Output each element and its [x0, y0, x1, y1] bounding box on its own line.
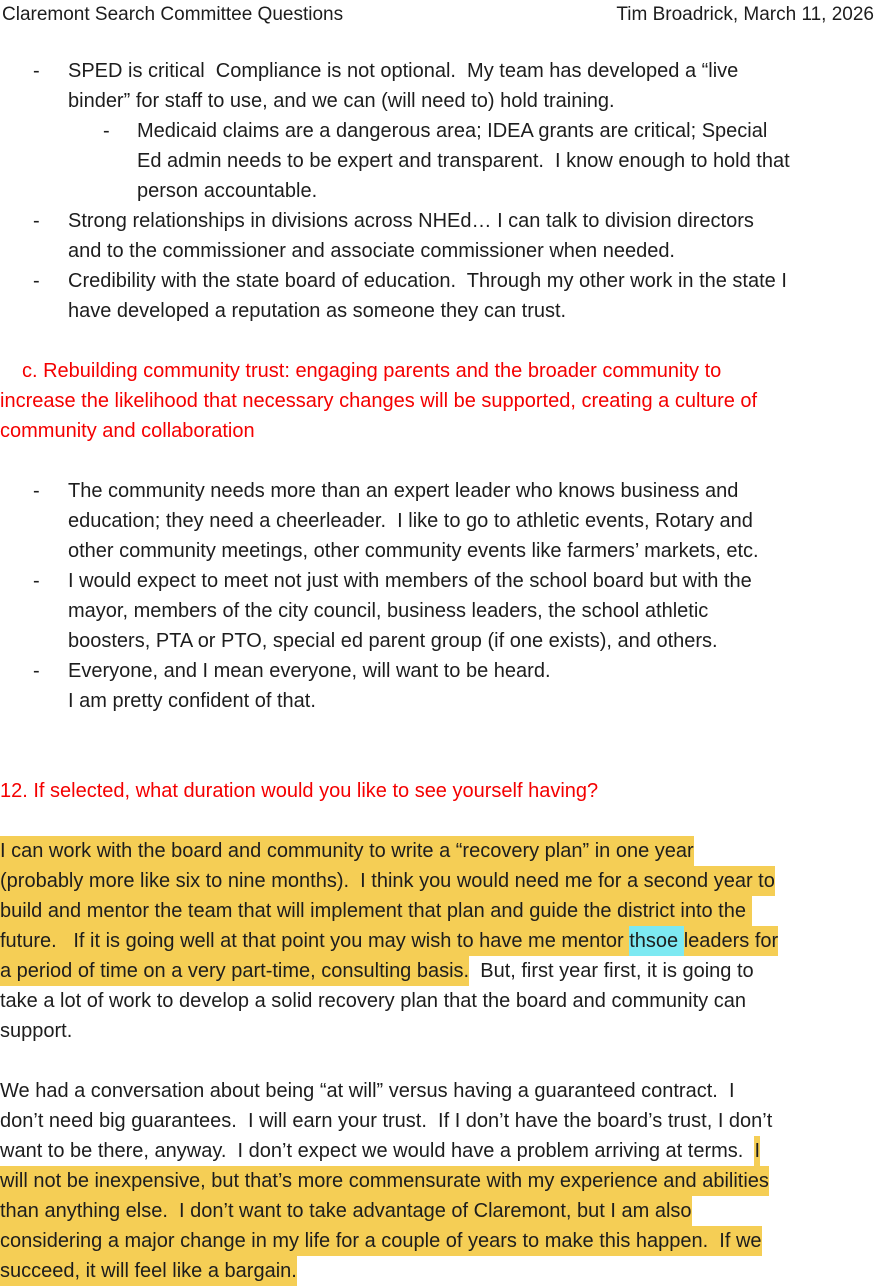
- yellow-highlight: succeed, it will feel like a bargain.: [0, 1256, 297, 1286]
- text-segment: Ed admin needs to be expert and transparent. I know enough to hold that: [137, 150, 790, 172]
- yellow-highlight: I: [754, 1136, 760, 1166]
- text-line: [0, 776, 880, 806]
- bullet-dash: -: [33, 660, 40, 682]
- text-line: [0, 1016, 880, 1046]
- text-segment: But, first year first, it is going to: [469, 960, 754, 982]
- cyan-highlight: thsoe: [629, 926, 683, 956]
- document-header: [0, 0, 880, 56]
- text-segment: support.: [0, 1020, 73, 1042]
- yellow-highlight: build and mentor the team that will implement that plan and guide the district into the: [0, 896, 752, 926]
- text-line: [0, 1196, 880, 1226]
- text-line: [0, 506, 880, 536]
- text-segment: boosters, PTA or PTO, special ed parent group (if one exists), and others.: [68, 630, 718, 652]
- text-line: [0, 476, 880, 506]
- text-segment: mayor, members of the city council, business leaders, the school athletic: [68, 600, 709, 622]
- text-line: [0, 866, 880, 896]
- text-line: [0, 1256, 880, 1286]
- text-segment: c. Rebuilding community trust: engaging parents and the broader community to: [22, 360, 722, 382]
- text-line: [0, 626, 880, 656]
- yellow-highlight: a period of time on a very part-time, consulting basis.: [0, 956, 469, 986]
- bullet-dash: -: [33, 480, 40, 502]
- yellow-highlight: leaders for: [684, 926, 779, 956]
- text-line: [0, 686, 880, 716]
- blank-line: [0, 326, 880, 356]
- text-segment: binder” for staff to use, and we can (will need to) hold training.: [68, 90, 615, 112]
- text-segment: have developed a reputation as someone they can trust.: [68, 300, 567, 322]
- text-line: [0, 656, 880, 686]
- text-segment: We had a conversation about being “at will” versus having a guaranteed contract. I: [0, 1080, 735, 1102]
- text-segment: The community needs more than an expert leader who knows business and: [68, 480, 739, 502]
- text-segment: Strong relationships in divisions across NHEd… I can talk to division directors: [68, 210, 754, 232]
- text-segment: education; they need a cheerleader. I like to go to athletic events, Rotary and: [68, 510, 753, 532]
- header-author-date: Tim Broadrick, March 11, 2026: [616, 4, 874, 25]
- yellow-highlight: future. If it is going well at that point you may wish to have me mentor: [0, 926, 629, 956]
- text-line: [0, 176, 880, 206]
- text-line: [0, 386, 880, 416]
- blank-line: [0, 746, 880, 776]
- yellow-highlight: I can work with the board and community to write a “recovery plan” in one year: [0, 836, 694, 866]
- text-line: [0, 896, 880, 926]
- text-segment: and to the commissioner and associate commissioner when needed.: [68, 240, 675, 262]
- text-segment: increase the likelihood that necessary changes will be supported, creating a culture of: [0, 390, 758, 412]
- text-line: [0, 956, 880, 986]
- text-line: [0, 116, 880, 146]
- bullet-dash: -: [33, 570, 40, 592]
- header-title: Claremont Search Committee Questions: [2, 4, 344, 25]
- text-segment: I would expect to meet not just with members of the school board but with the: [68, 570, 752, 592]
- text-line: [0, 1136, 880, 1166]
- blank-line: [0, 716, 880, 746]
- text-line: [0, 146, 880, 176]
- blank-line: [0, 446, 880, 476]
- bullet-dash: -: [103, 120, 110, 142]
- yellow-highlight: considering a major change in my life for a couple of years to make this happen. If we: [0, 1226, 762, 1256]
- text-line: [0, 566, 880, 596]
- text-line: [0, 836, 880, 866]
- blank-line: [0, 1046, 880, 1076]
- blank-line: [0, 806, 880, 836]
- text-line: [0, 236, 880, 266]
- text-segment: don’t need big guarantees. I will earn your trust. If I don’t have the board’s trust, I don’t: [0, 1110, 773, 1132]
- text-segment: Everyone, and I mean everyone, will want to be heard.: [68, 660, 551, 682]
- yellow-highlight: will not be inexpensive, but that’s more commensurate with my experience and abilities: [0, 1166, 769, 1196]
- text-segment: 12. If selected, what duration would you like to see yourself having?: [0, 780, 599, 802]
- text-segment: take a lot of work to develop a solid recovery plan that the board and community can: [0, 990, 746, 1012]
- text-segment: SPED is critical Compliance is not optional. My team has developed a “live: [68, 60, 739, 82]
- text-line: [0, 86, 880, 116]
- bullet-dash: -: [33, 210, 40, 232]
- text-line: [0, 1076, 880, 1106]
- text-segment: community and collaboration: [0, 420, 255, 442]
- bullet-dash: -: [33, 60, 40, 82]
- document-body: [0, 56, 880, 1286]
- text-segment: Credibility with the state board of education. Through my other work in the state I: [68, 270, 787, 292]
- text-line: [0, 356, 880, 386]
- text-line: [0, 296, 880, 326]
- text-line: [0, 926, 880, 956]
- text-segment: I am pretty confident of that.: [68, 690, 316, 712]
- text-segment: Medicaid claims are a dangerous area; IDEA grants are critical; Special: [137, 120, 768, 142]
- text-line: [0, 1226, 880, 1256]
- text-line: [0, 536, 880, 566]
- text-line: [0, 206, 880, 236]
- text-line: [0, 56, 880, 86]
- text-line: [0, 416, 880, 446]
- text-line: [0, 596, 880, 626]
- yellow-highlight: than anything else. I don’t want to take advantage of Claremont, but I am also: [0, 1196, 692, 1226]
- text-line: [0, 986, 880, 1016]
- yellow-highlight: (probably more like six to nine months). I think you would need me for a second year to: [0, 866, 775, 896]
- text-segment: want to be there, anyway. I don’t expect we would have a problem arriving at terms.: [0, 1140, 755, 1162]
- text-segment: other community meetings, other community events like farmers’ markets, etc.: [68, 540, 759, 562]
- text-segment: person accountable.: [137, 180, 318, 202]
- text-line: [0, 1166, 880, 1196]
- text-line: [0, 266, 880, 296]
- text-line: [0, 1106, 880, 1136]
- bullet-dash: -: [33, 270, 40, 292]
